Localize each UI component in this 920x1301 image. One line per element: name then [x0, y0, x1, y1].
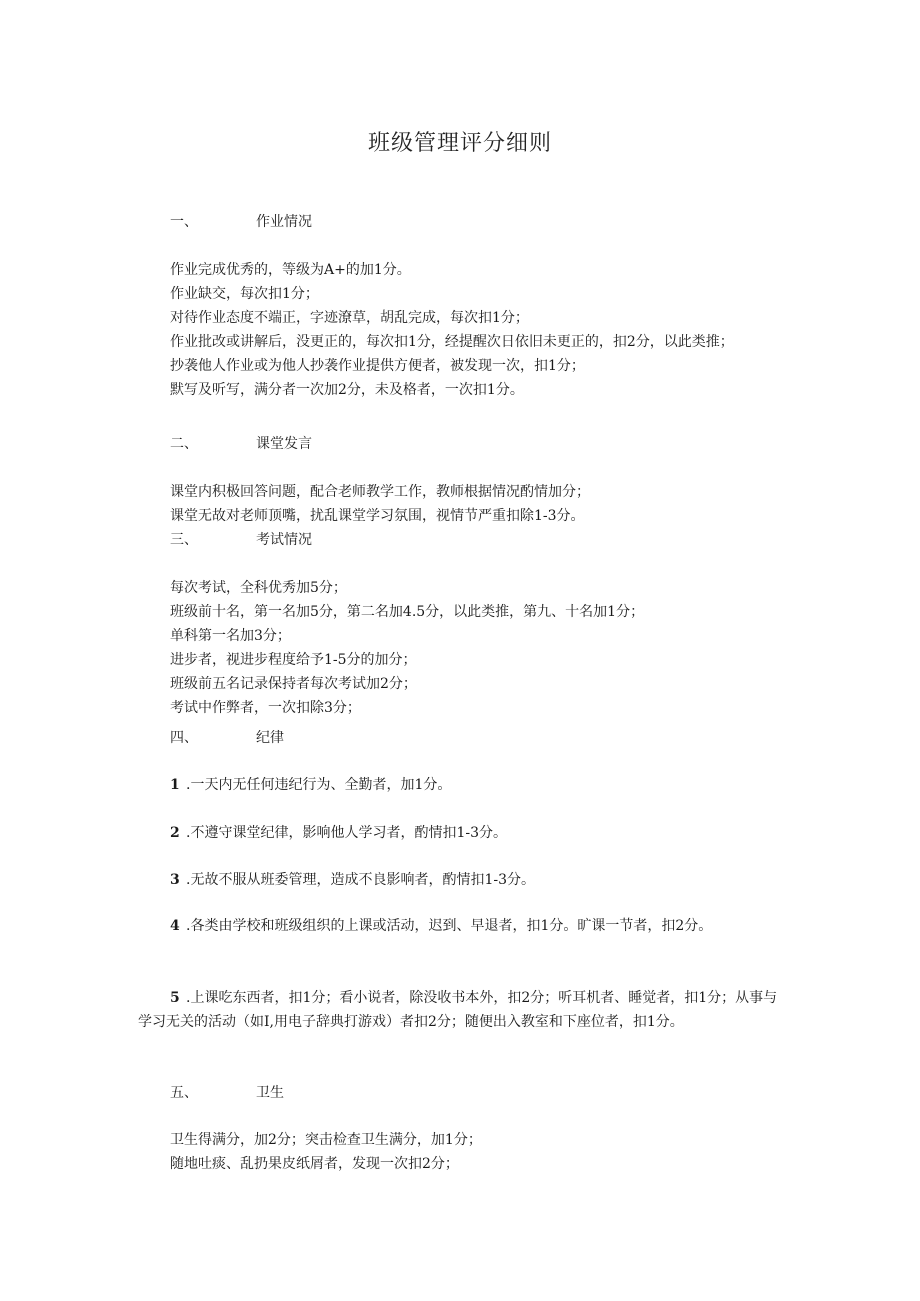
- rule-line: 每次考试，全科优秀加5分；: [170, 580, 347, 596]
- section-title: 纪律: [256, 730, 284, 746]
- rule-line: 随地吐痰、乱扔果皮纸屑者，发现一次扣2分；: [170, 1156, 459, 1172]
- section-heading-exams: [170, 528, 312, 552]
- section-number: 三、: [170, 532, 198, 548]
- rule-line: 课堂内积极回答问题，配合老师教学工作，教师根据情况酌情加分；: [170, 484, 590, 500]
- page-title: 班级管理评分细则: [367, 131, 552, 156]
- discipline-item: [138, 773, 778, 797]
- rule-line: 单科第一名加3分；: [170, 628, 291, 644]
- rule-line: 作业批改或讲解后，没更正的，每次扣1分，经提醒次日依旧未更正的，扣2分，以此类推；: [170, 334, 734, 350]
- rule-line: 默写及听写，满分者一次加2分，未及格者，一次扣1分。: [170, 382, 524, 398]
- item-text: .一天内无任何违纪行为、全勤者，加1分。: [186, 777, 452, 793]
- section-heading-hygiene: [170, 1081, 284, 1105]
- item-text: .不遵守课堂纪律，影响他人学习者，酌情扣1-3分。: [186, 825, 507, 841]
- section-title: 卫生: [256, 1085, 284, 1101]
- rule-line: 班级前五名记录保持者每次考试加2分；: [170, 676, 417, 692]
- discipline-item: [138, 821, 778, 845]
- section-title: 课堂发言: [256, 436, 312, 452]
- rule-line: 进步者，视进步程度给予1-5分的加分；: [170, 652, 417, 668]
- rule-line: 课堂无故对老师顶嘴，扰乱课堂学习氛围，视情节严重扣除1-3分。: [170, 508, 585, 524]
- item-text: .各类由学校和班级组织的上课或活动，迟到、早退者，扣1分。旷课一节者，扣2分。: [186, 918, 713, 934]
- rule-line: 抄袭他人作业或为他人抄袭作业提供方便者，被发现一次，扣1分；: [170, 358, 585, 374]
- rule-line: 作业完成优秀的，等级为A+的加1分。: [170, 262, 411, 278]
- section-body-hygiene: [138, 1128, 778, 1176]
- section-number: 五、: [170, 1085, 198, 1101]
- section-title: 考试情况: [256, 532, 312, 548]
- section-title: 作业情况: [256, 214, 312, 230]
- rule-line: 班级前十名，第一名加5分，第二名加4.5分，以此类推，第九、十名加1分；: [170, 604, 645, 620]
- discipline-item: [138, 914, 778, 938]
- section-heading-homework: [170, 210, 312, 234]
- section-body-exams: [138, 576, 778, 720]
- section-number: 一、: [170, 214, 198, 230]
- discipline-item: [138, 868, 778, 892]
- section-body-class-speech: [138, 480, 778, 528]
- rule-line: 卫生得满分，加2分；突击检查卫生满分，加1分；: [170, 1132, 482, 1148]
- section-number: 二、: [170, 436, 198, 452]
- item-number: 5: [170, 990, 180, 1006]
- item-number: 2: [170, 825, 180, 841]
- item-text: .无故不服从班委管理，造成不良影响者，酌情扣1-3分。: [186, 872, 535, 888]
- section-body-homework: [138, 258, 778, 402]
- item-number: 1: [170, 777, 180, 793]
- item-number: 4: [170, 918, 180, 934]
- rule-line: 对待作业态度不端正，字迹潦草，胡乱完成，每次扣1分；: [170, 310, 529, 326]
- item-number: 3: [170, 872, 180, 888]
- discipline-item: [138, 986, 778, 1034]
- rule-line: 作业缺交，每次扣1分；: [170, 286, 319, 302]
- item-text: .上课吃东西者，扣1分；看小说者，除没收书本外，扣2分；听耳机者、睡觉者，扣1分；从事与学习无关的活动（如I,用电子辞典打游戏）者扣2分；随便出入教室和下座位者，扣1分。: [138, 990, 778, 1030]
- section-number: 四、: [170, 730, 198, 746]
- rule-line: 考试中作弊者，一次扣除3分；: [170, 700, 361, 716]
- section-heading-discipline: [170, 726, 284, 750]
- section-heading-class-speech: [170, 432, 312, 456]
